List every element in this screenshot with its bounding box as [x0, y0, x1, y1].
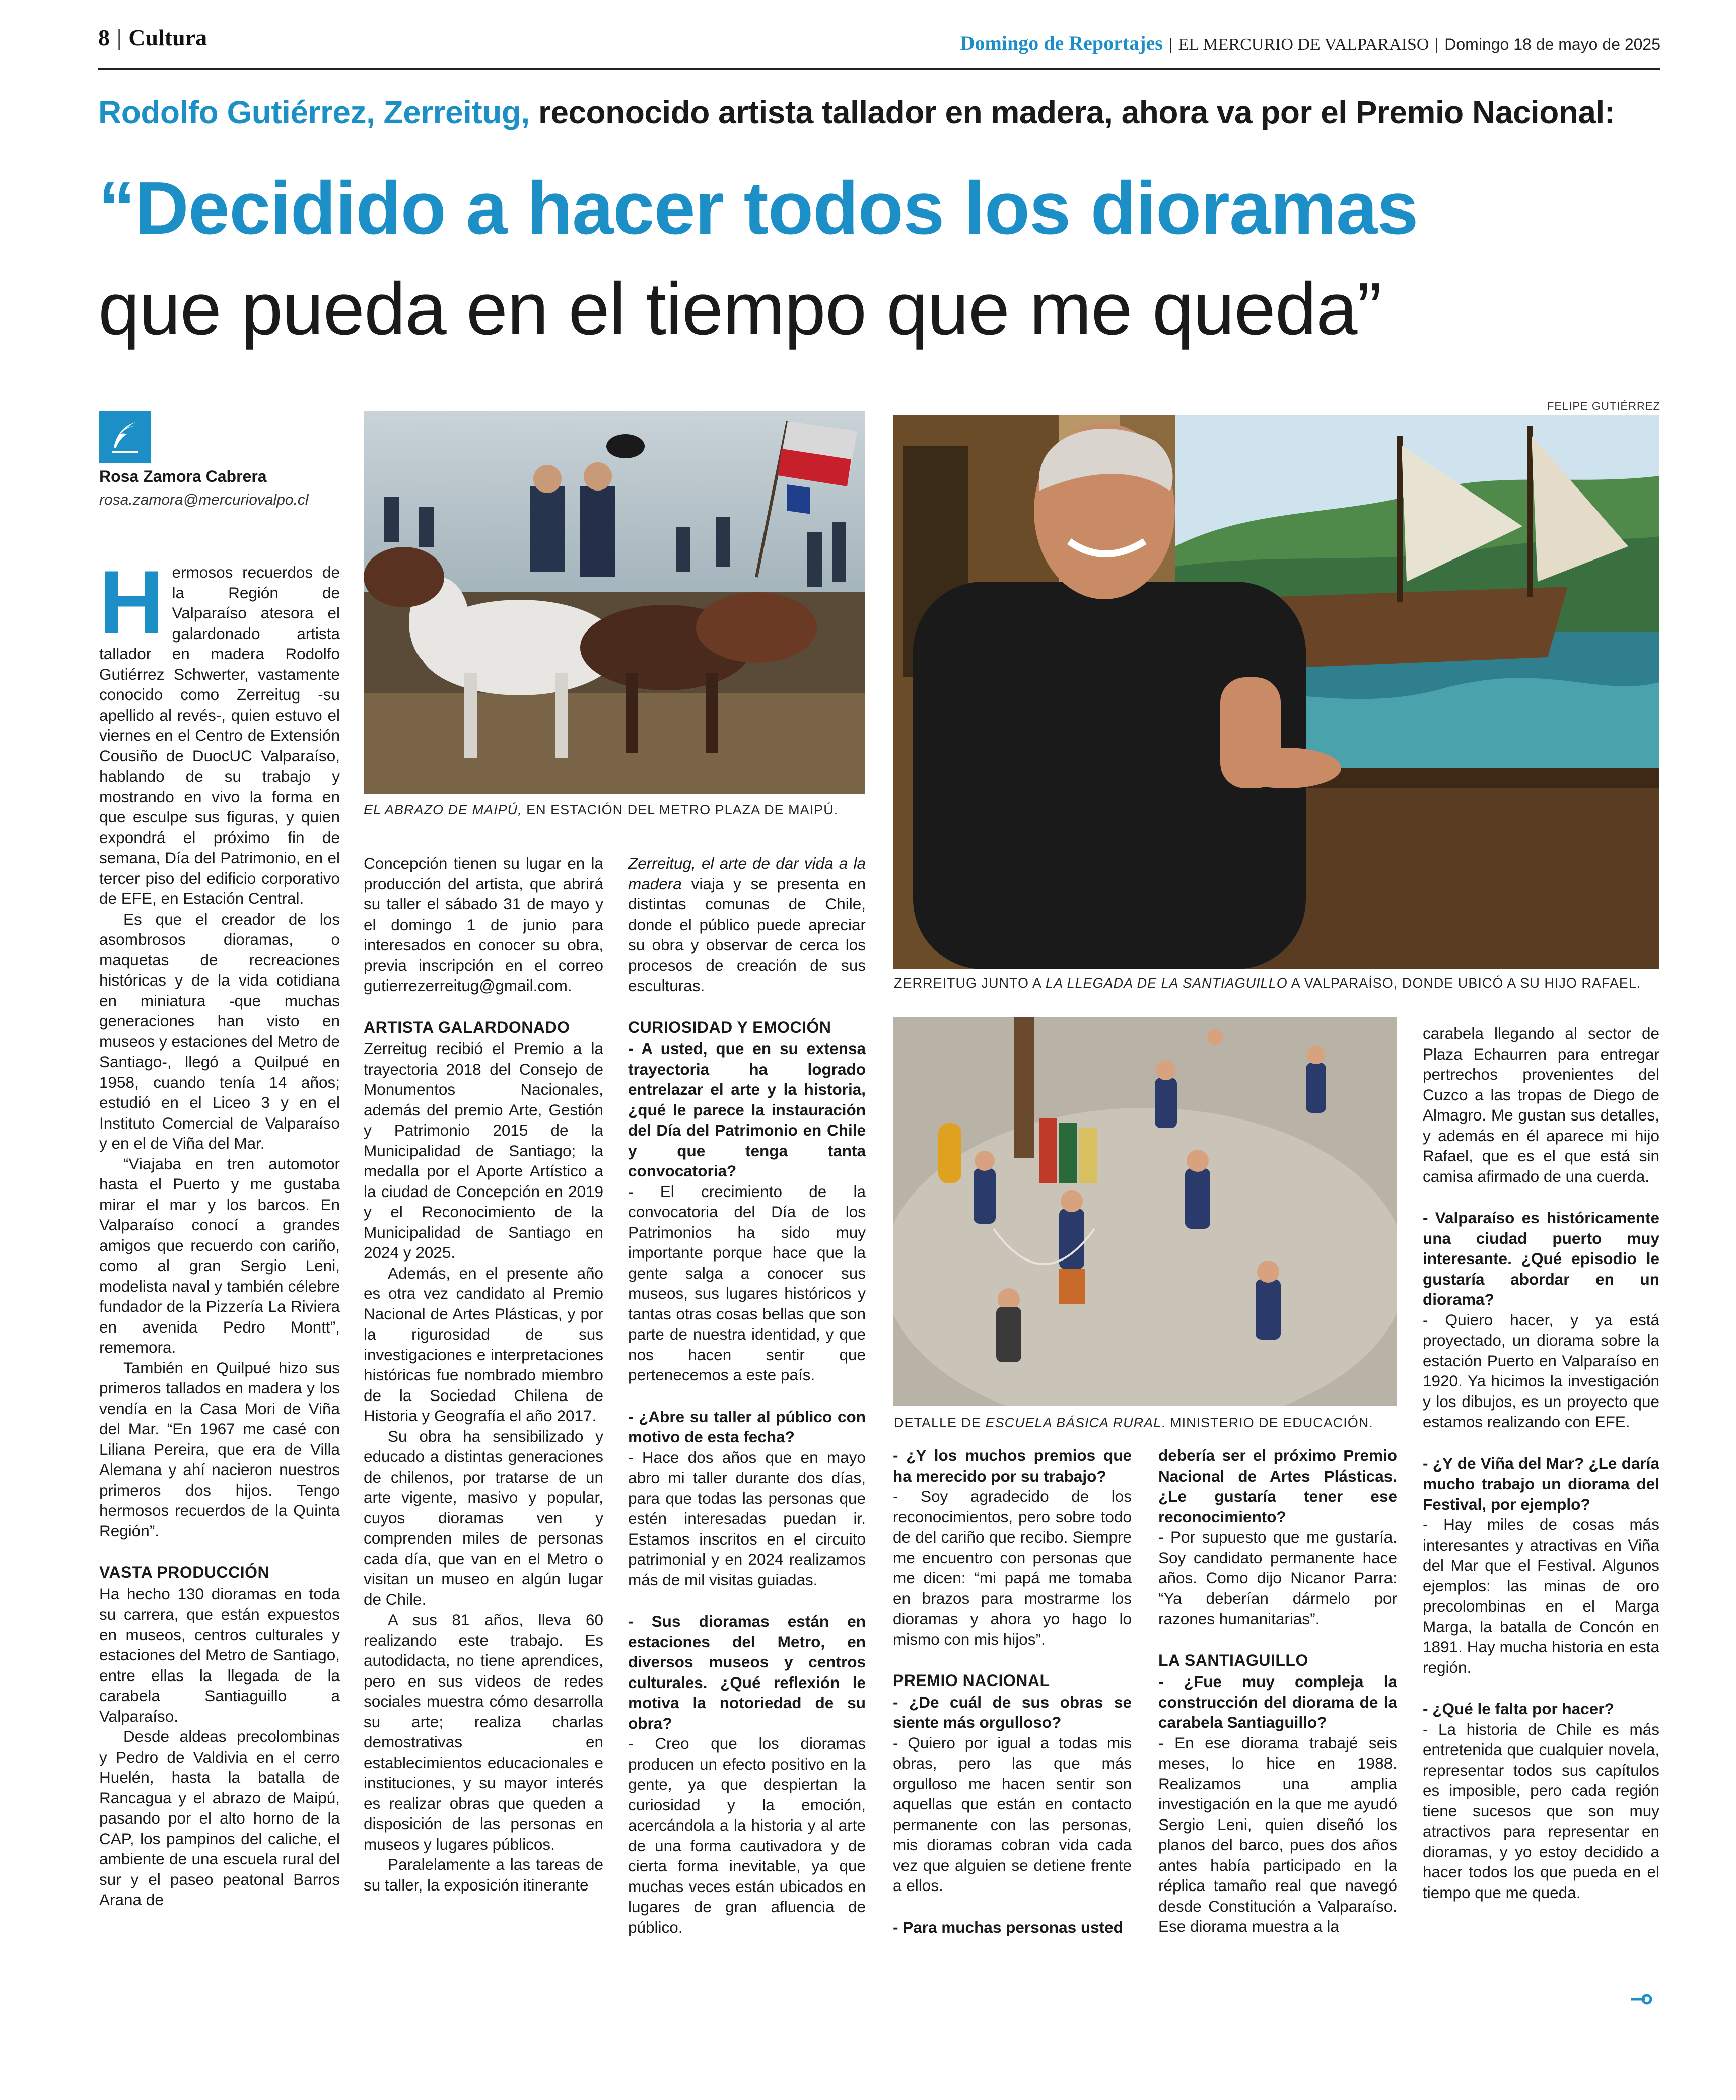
school-caption [894, 1415, 1373, 1431]
interview-answer: - Creo que los dioramas producen un efecto positivo en la gente, ya que despiertan la curiosidad y la emoción, acercándola a la historia y al arte de una forma cautivadora y de cierta forma inevitable, ya que muchas veces están ubicados en lugares de gran afluencia de público. [628, 1734, 866, 1936]
interview-answer: - En ese diorama trabajé seis meses, lo hice en 1988. Realizamos una amplia investigación en la que me ayudó Sergio Leni, quien diseñó los planos del barco, pues dos años antes había participado en la réplica tamaño real que navegó desde Constitución a Valparaíso. Ese diorama muestra a la [1158, 1733, 1397, 1935]
subhead-la-santiaguillo: LA SANTIAGUILLO [1158, 1651, 1308, 1669]
interview-question: - ¿Y los muchos premios que ha merecido por su trabajo? [893, 1446, 1132, 1485]
rural-school-diorama-photo [893, 1017, 1397, 1406]
school-caption-pre: DETALLE DE [894, 1415, 986, 1430]
drop-cap: H [99, 562, 164, 652]
interview-answer: - Por supuesto que me gustaría. Soy candidato permanente hace años. Como dijo Nicanor Parra: “Ya deberían dármelo por razones humanitarias”. [1158, 1528, 1397, 1628]
paragraph: “Viajaba en tren automotor hasta el Puerto y me gustaba mirar el mar y los barcos. En Valparaíso conocí a grandes amigos que recuerdo con cariño, como al gran Sergio Leni, modelista naval y también célebre fundador de la Pizzería La Riviera en avenida Pedro Montt”, rememora. [99, 1154, 340, 1356]
lead-text: ermosos recuerdos de la Región de Valparaíso atesora el galardonado artista tallador en madera Rodolfo Gutiérrez Schwerter, vastamente conocido como Zerreitug -su apellido al revés-, quien estuvo el viernes en el Centro de Extensión Cousiño de DuocUC Valparaíso, hablando de su trabajo y mostrando en vivo la forma en que esculpe sus figuras, y quien expondrá el próximo fin de semana, Día del Patrimonio, en el tercer piso del edificio corporativo de EFE, en Estación Central. [99, 563, 340, 907]
paragraph [628, 853, 866, 996]
paragraph: Paralelamente a las tareas de su taller, la exposición itinerante [364, 1855, 603, 1894]
maipu-diorama-photo [364, 411, 865, 794]
subhead-artista-galardonado: ARTISTA GALARDONADO [364, 1018, 570, 1036]
supplement-name: Domingo de Reportajes [960, 32, 1163, 54]
interview-answer: - El crecimiento de la convocatoria del Día de los Patrimonios ha sido muy importante porque hace que la gente salga a conocer sus museos, sus lugares históricos y tantas otras cosas bellas que son parte de nuestra identidad, y que nos hacen sentir que pertenecemos a este país. [628, 1182, 866, 1384]
issue-date: Domingo 18 de mayo de 2025 [1444, 35, 1660, 53]
portrait-caption-post: A VALPARAÍSO, DONDE UBICÓ A SU HIJO RAFAEL. [1287, 975, 1641, 991]
interview-question: - A usted, que en su extensa trayectoria ha logrado entrelazar el arte y la historia, ¿qué le parece la instauración del Día del Patrimonio en Chile y que tenga tanta convocatoria? [628, 1039, 866, 1180]
interview-question: debería ser el próximo Premio Nacional de Artes Plásticas. ¿Le gustaría tener ese reconocimiento? [1158, 1446, 1397, 1526]
subhead-premio-nacional: PREMIO NACIONAL [893, 1671, 1050, 1690]
paragraph: Concepción tienen su lugar en la producción del artista, que abrirá su taller el sábado 31 de mayo y el domingo 1 de junio para interesados en conocer su obra, previa inscripción en el correo gutierrezerreitug@gmail.com. [364, 854, 603, 995]
paragraph: A sus 81 años, lleva 60 realizando este trabajo. Es autodidacta, no tiene aprendices, pero en sus videos de redes sociales muestra cómo desarrolla su arte; realiza charlas demostrativas en establecimientos educacionales e instituciones, y su mayor interés es realizar obras que queden a disposición de las personas en museos y lugares públicos. [364, 1611, 603, 1853]
exhibition-title: Zerreitug, el arte de dar vida a la madera [628, 854, 866, 893]
portrait-caption-title: LA LLEGADA DE LA SANTIAGUILLO [1046, 975, 1288, 991]
interview-question: - Valparaíso es históricamente una ciudad puerto muy interesante. ¿Qué episodio le gustaría abordar en un diorama? [1423, 1209, 1659, 1308]
maipu-caption-title: EL ABRAZO DE MAIPÚ, [364, 802, 522, 817]
newspaper-name: EL MERCURIO DE VALPARAISO [1178, 35, 1429, 54]
paragraph: Ha hecho 130 dioramas en toda su carrera, que están expuestos en museos, centros culturales y estaciones del Metro de Santiago, entre ellas la llegada de la carabela Santiaguillo a Valparaíso. [99, 1584, 340, 1725]
paragraph-text: viaja y se presenta en distintas comunas de Chile, donde el público puede apreciar su obra y observar de cerca los procesos de creación de sus esculturas. [628, 874, 866, 995]
interview-answer: - Hace dos años que en mayo abro mi taller durante dos días, para que todas las personas que estén interesadas puedan ir. Estamos inscritos en el circuito patrimonial y en 2024 realizamos más de mil visitas guiadas. [628, 1448, 866, 1589]
quill-icon [99, 411, 151, 463]
interview-question: - ¿Fue muy compleja la construcción del diorama de la carabela Santiaguillo? [1158, 1672, 1397, 1731]
interview-question: - Sus dioramas están en estaciones del Metro, en diversos museos y centros culturales. ¿Qué reflexión le motiva la notoriedad de su obra? [628, 1612, 866, 1732]
header-divider [98, 68, 1660, 70]
subhead-vasta-produccion: VASTA PRODUCCIÓN [99, 1563, 270, 1581]
author-name: Rosa Zamora Cabrera [99, 467, 267, 485]
headline-line-2: que pueda en el tiempo que me queda” [98, 267, 1381, 351]
article-column-5 [1158, 1445, 1397, 2009]
author-email[interactable]: rosa.zamora@mercuriovalpo.cl [99, 492, 309, 508]
maipu-caption [364, 802, 838, 818]
kicker [98, 94, 1615, 131]
subhead-curiosidad: CURIOSIDAD Y EMOCIÓN [628, 1018, 831, 1036]
interview-answer: - Quiero hacer, y ya está proyectado, un diorama sobre la estación Puerto en Valparaíso en 1920. Ya hicimos la investigación y los dibujos, es un proyecto que estamos realizando con EFE. [1423, 1310, 1659, 1431]
interview-answer: - Quiero por igual a todas mis obras, pero las que más orgulloso me hacen sentir son aquellas que están en contacto permanente con las personas, mis dioramas cobran vida cada vez que alguien se detiene frente a ellos. [893, 1733, 1132, 1895]
school-caption-post: . MINISTERIO DE EDUCACIÓN. [1161, 1415, 1373, 1430]
page-header-left: 8 | Cultura [98, 25, 207, 50]
paragraph: Desde aldeas precolombinas y Pedro de Valdivia en el cerro Huelén, hasta la batalla de Rancagua y el abrazo de Maipú, pasando por el alto horno de la CAP, los pampinos del caliche, el ambiente de una escuela rural del sur y el paseo peatonal Barros Arana de [99, 1727, 340, 1909]
section-name: Cultura [128, 25, 207, 50]
lead-paragraph [99, 562, 340, 909]
article-column-3 [628, 853, 866, 2011]
paragraph: Además, en el presente año es otra vez candidato al Premio Nacional de Artes Plásticas, y por la rigurosidad de sus investigaciones e interpretaciones históricas fue nombrado miembro de la Sociedad Chilena de Historia y Geografía el año 2017. [364, 1264, 603, 1425]
headline-line-1: “Decidido a hacer todos los dioramas [98, 167, 1418, 250]
interview-question: - Para muchas personas usted [893, 1918, 1123, 1936]
kicker-rest: reconocido artista tallador en madera, ahora va por el Premio Nacional: [529, 94, 1615, 130]
interview-answer: - Soy agradecido de los reconocimientos, pero sobre todo de del cariño que recibo. Siempre me encuentro con personas que me dicen: “mi papá me tomaba en brazos para mostrarme los dioramas y ahora yo hago lo mismo con mis hijos”. [893, 1487, 1132, 1648]
paragraph: También en Quilpué hizo sus primeros tallados en madera y los vendía en la Casa Mori de Viña del Mar. “En 1967 me casé con Liliana Pereira, que era de Villa Alemana y ahí nacieron nuestros primeros dos hijos. Tengo hermosos recuerdos de la Quinta Región”. [99, 1358, 340, 1540]
portrait-caption [894, 975, 1641, 991]
interview-question: - ¿Y de Viña del Mar? ¿Le daría mucho trabajo un diorama del Festival, por ejemplo? [1423, 1454, 1659, 1513]
page-header-right: Domingo de Reportajes | EL MERCURIO DE VALPARAISO | Domingo 18 de mayo de 2025 [960, 32, 1660, 54]
kicker-highlight: Rodolfo Gutiérrez, Zerreitug, [98, 94, 530, 130]
page-number: 8 [98, 25, 110, 50]
interview-question: - ¿De cuál de sus obras se siente más orgulloso? [893, 1693, 1132, 1731]
interview-question: - ¿Abre su taller al público con motivo de esta fecha? [628, 1407, 866, 1446]
school-caption-title: ESCUELA BÁSICA RURAL [985, 1415, 1162, 1430]
interview-answer: carabela llegando al sector de Plaza Echaurren para entregar pertrechos provenientes del Cuzco a las tropas de Diego de Almagro. Me gustan sus detalles, y además en él aparece mi hijo Rafael, que es el que está sin camisa afirmado de una cuerda. [1423, 1024, 1659, 1185]
interview-answer: - Hay miles de cosas más interesantes y atractivas en Viña del Mar que el Festival. Algunos ejemplos: las minas de oro precolombinas en el Marga Marga, la batalla de Concón en 1891. Hay mucha historia en esta región. [1423, 1515, 1659, 1676]
paragraph: Su obra ha sensibilizado y educado a distintas generaciones de chilenos, por tratarse de un arte vigente, masivo y popular, cuyos dioramas ven y comprenden miles de personas cada día, que van en el Metro o visitan un museo en algún lugar de Chile. [364, 1427, 603, 1608]
article-column-6 [1423, 1023, 1659, 2009]
article-column-1 [99, 562, 340, 2012]
paragraph: Zerreitug recibió el Premio a la trayectoria 2018 del Consejo de Monumentos Nacionales, además del premio Arte, Gestión y Patrimonio 2015 de la Municipalidad de Santiago; la medalla por el Aporte Artístico a la ciudad de Concepción en 2019 y el Reconocimiento de la Municipalidad de Santiago en 2024 y 2025. [364, 1039, 603, 1262]
end-of-article-icon [1630, 1988, 1652, 2010]
interview-question: - ¿Qué le falta por hacer? [1423, 1700, 1614, 1718]
paragraph: Es que el creador de los asombrosos dioramas, o maquetas de recreaciones históricas y de la vida cotidiana en miniatura -que muchas generaciones han visto en museos y estaciones del Metro de Santiago-, llegó a Quilpué en 1958, cuando tenía 14 años; estudió en el Liceo 3 y en el Instituto Comercial de Valparaíso y en el de Viña del Mar. [99, 909, 340, 1152]
maipu-caption-rest: EN ESTACIÓN DEL METRO PLAZA DE MAIPÚ. [522, 802, 839, 817]
article-column-4 [893, 1445, 1132, 2009]
interview-answer: - La historia de Chile es más entretenida que cualquier novela, representar todos sus capítulos es imposible, pero cada región tiene sucesos que son muy atractivos para representar en dioramas, y yo estoy decidido a hacer todos los que pueda en el tiempo que me queda. [1423, 1720, 1659, 1902]
article-column-2 [364, 853, 603, 2011]
portrait-caption-pre: ZERREITUG JUNTO A [894, 975, 1046, 991]
artist-portrait-photo [893, 415, 1659, 969]
photo-credit: FELIPE GUTIÉRREZ [1547, 400, 1660, 412]
